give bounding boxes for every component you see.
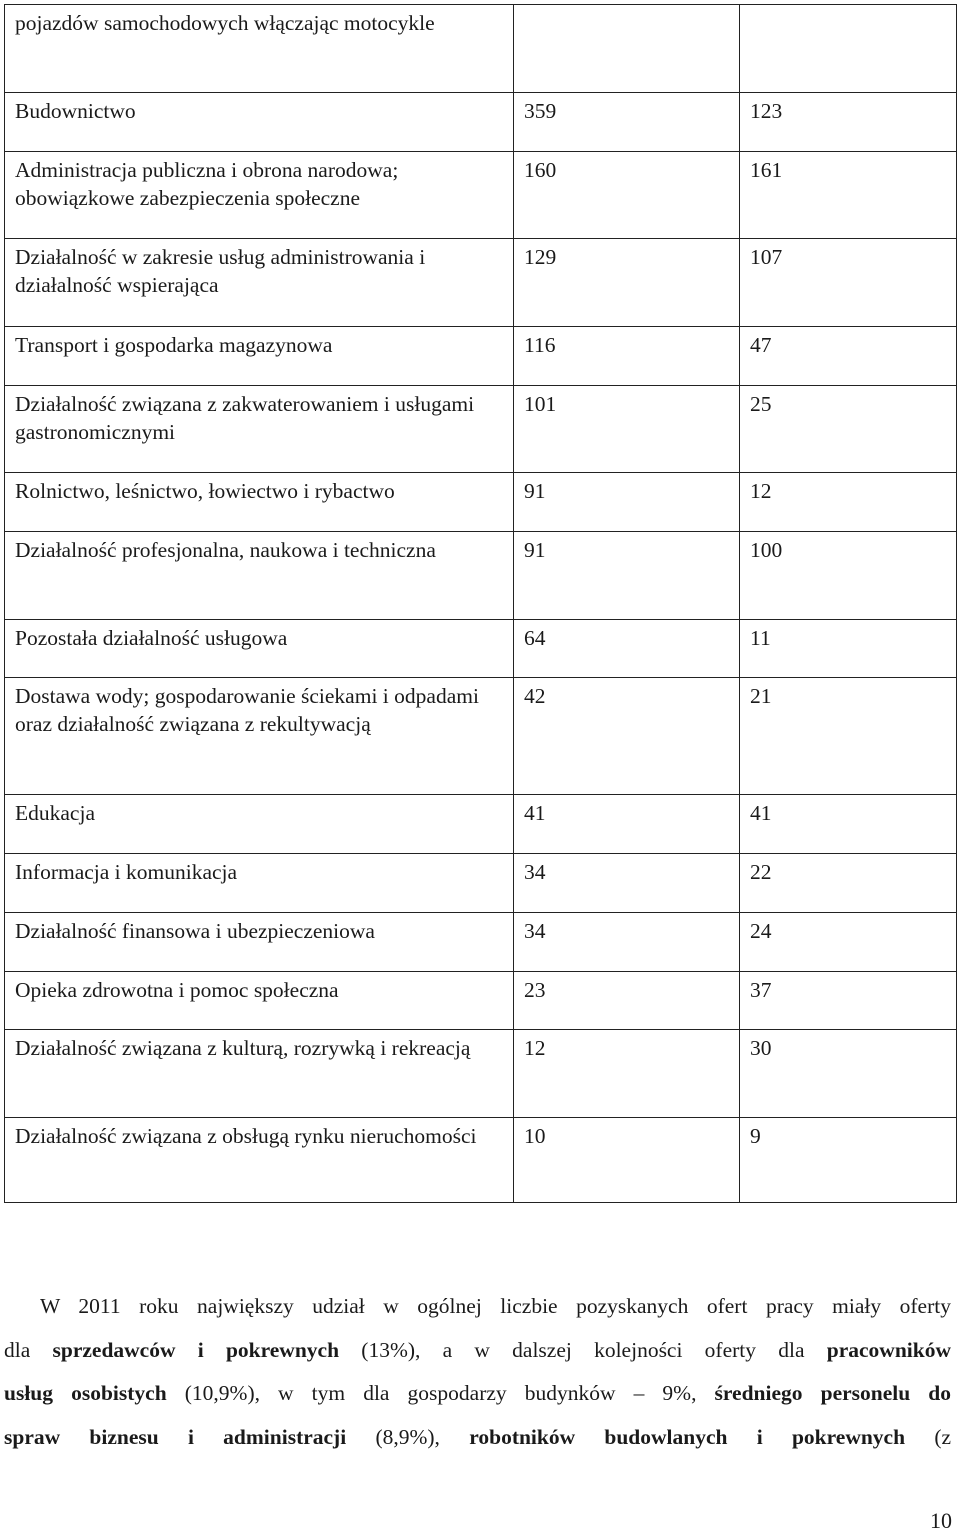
row-value-1: 12 [514,1030,740,1118]
row-value-1: 116 [514,327,740,386]
row-value-1: 42 [514,678,740,795]
row-value-1: 34 [514,913,740,972]
table-row [5,1118,957,1203]
paragraph-line-2: dla sprzedawców i pokrewnych (13%), a w dalszej kolejności oferty dla pracowników [4,1337,951,1362]
emphasis-workers: pracowników [826,1337,951,1362]
table-row [5,532,957,620]
table-row [5,386,957,473]
row-label: Administracja publiczna i obrona narodowa; obowiązkowe zabezpieczenia społeczne [5,152,514,239]
table-row [5,239,957,327]
table-row [5,678,957,795]
row-value-2: 25 [740,386,957,473]
row-label: Transport i gospodarka magazynowa [5,327,514,386]
row-value-2: 107 [740,239,957,327]
table-row [5,913,957,972]
row-label: Działalność profesjonalna, naukowa i techniczna [5,532,514,620]
row-value-1: 91 [514,532,740,620]
row-value-2: 37 [740,972,957,1030]
row-value-1: 359 [514,93,740,152]
paragraph-line-4: spraw biznesu i administracji (8,9%), robotników budowlanych i pokrewnych (z [4,1424,952,1449]
employment-offers-table [4,4,957,1203]
emphasis-business-admin: spraw biznesu i administracji [4,1424,347,1449]
table-row [5,1030,957,1118]
row-label: Edukacja [5,795,514,854]
row-value-2: 21 [740,678,957,795]
row-value-1: 64 [514,620,740,678]
row-value-2: 24 [740,913,957,972]
paragraph-line-1: W 2011 roku największy udział w ogólnej liczbie pozyskanych ofert pracy miały oferty [40,1294,951,1318]
row-label: Działalność związana z zakwaterowaniem i usługami gastronomicznymi [5,386,514,473]
row-value-2: 161 [740,152,957,239]
row-value-2: 30 [740,1030,957,1118]
row-value-1: 129 [514,239,740,327]
row-value-2: 11 [740,620,957,678]
row-value-2: 41 [740,795,957,854]
row-value-2: 9 [740,1118,957,1203]
table-row [5,5,957,93]
row-value-2: 123 [740,93,957,152]
row-label: Rolnictwo, leśnictwo, łowiectwo i rybactwo [5,473,514,532]
row-value-2 [740,5,957,93]
row-value-1: 41 [514,795,740,854]
table-row [5,972,957,1030]
emphasis-personal-services: usług osobistych [4,1381,167,1405]
row-label: Budownictwo [5,93,514,152]
row-label: Dostawa wody; gospodarowanie ściekami i odpadami oraz działalność związana z rekultywacją [5,678,514,795]
row-value-1: 160 [514,152,740,239]
table-row [5,152,957,239]
table-row [5,620,957,678]
row-label: Działalność związana z obsługą rynku nieruchomości [5,1118,514,1203]
body-paragraph [4,1285,951,1459]
row-label: Pozostała działalność usługowa [5,620,514,678]
row-value-2: 47 [740,327,957,386]
row-value-2: 22 [740,854,957,913]
row-value-2: 12 [740,473,957,532]
emphasis-sellers: sprzedawców i pokrewnych [52,1337,340,1362]
table-row [5,795,957,854]
row-value-1 [514,5,740,93]
row-label: Informacja i komunikacja [5,854,514,913]
row-value-1: 10 [514,1118,740,1203]
emphasis-construction-workers: robotników budowlanych i pokrewnych [469,1424,906,1449]
row-label: pojazdów samochodowych włączając motocykle [5,5,514,93]
row-label: Działalność w zakresie usług administrowania i działalność wspierająca [5,239,514,327]
row-value-1: 101 [514,386,740,473]
table-row [5,93,957,152]
row-label: Działalność związana z kulturą, rozrywką i rekreacją [5,1030,514,1118]
emphasis-middle-staff: średniego personelu do [714,1381,951,1405]
row-value-1: 91 [514,473,740,532]
table-row [5,327,957,386]
row-label: Działalność finansowa i ubezpieczeniowa [5,913,514,972]
paragraph-line-3: usług osobistych (10,9%), w tym dla gospodarzy budynków – 9%, średniego personelu do [4,1381,951,1405]
row-value-1: 34 [514,854,740,913]
page-number: 10 [930,1508,952,1533]
table-row [5,473,957,532]
table-row [5,854,957,913]
row-label: Opieka zdrowotna i pomoc społeczna [5,972,514,1030]
row-value-1: 23 [514,972,740,1030]
row-value-2: 100 [740,532,957,620]
